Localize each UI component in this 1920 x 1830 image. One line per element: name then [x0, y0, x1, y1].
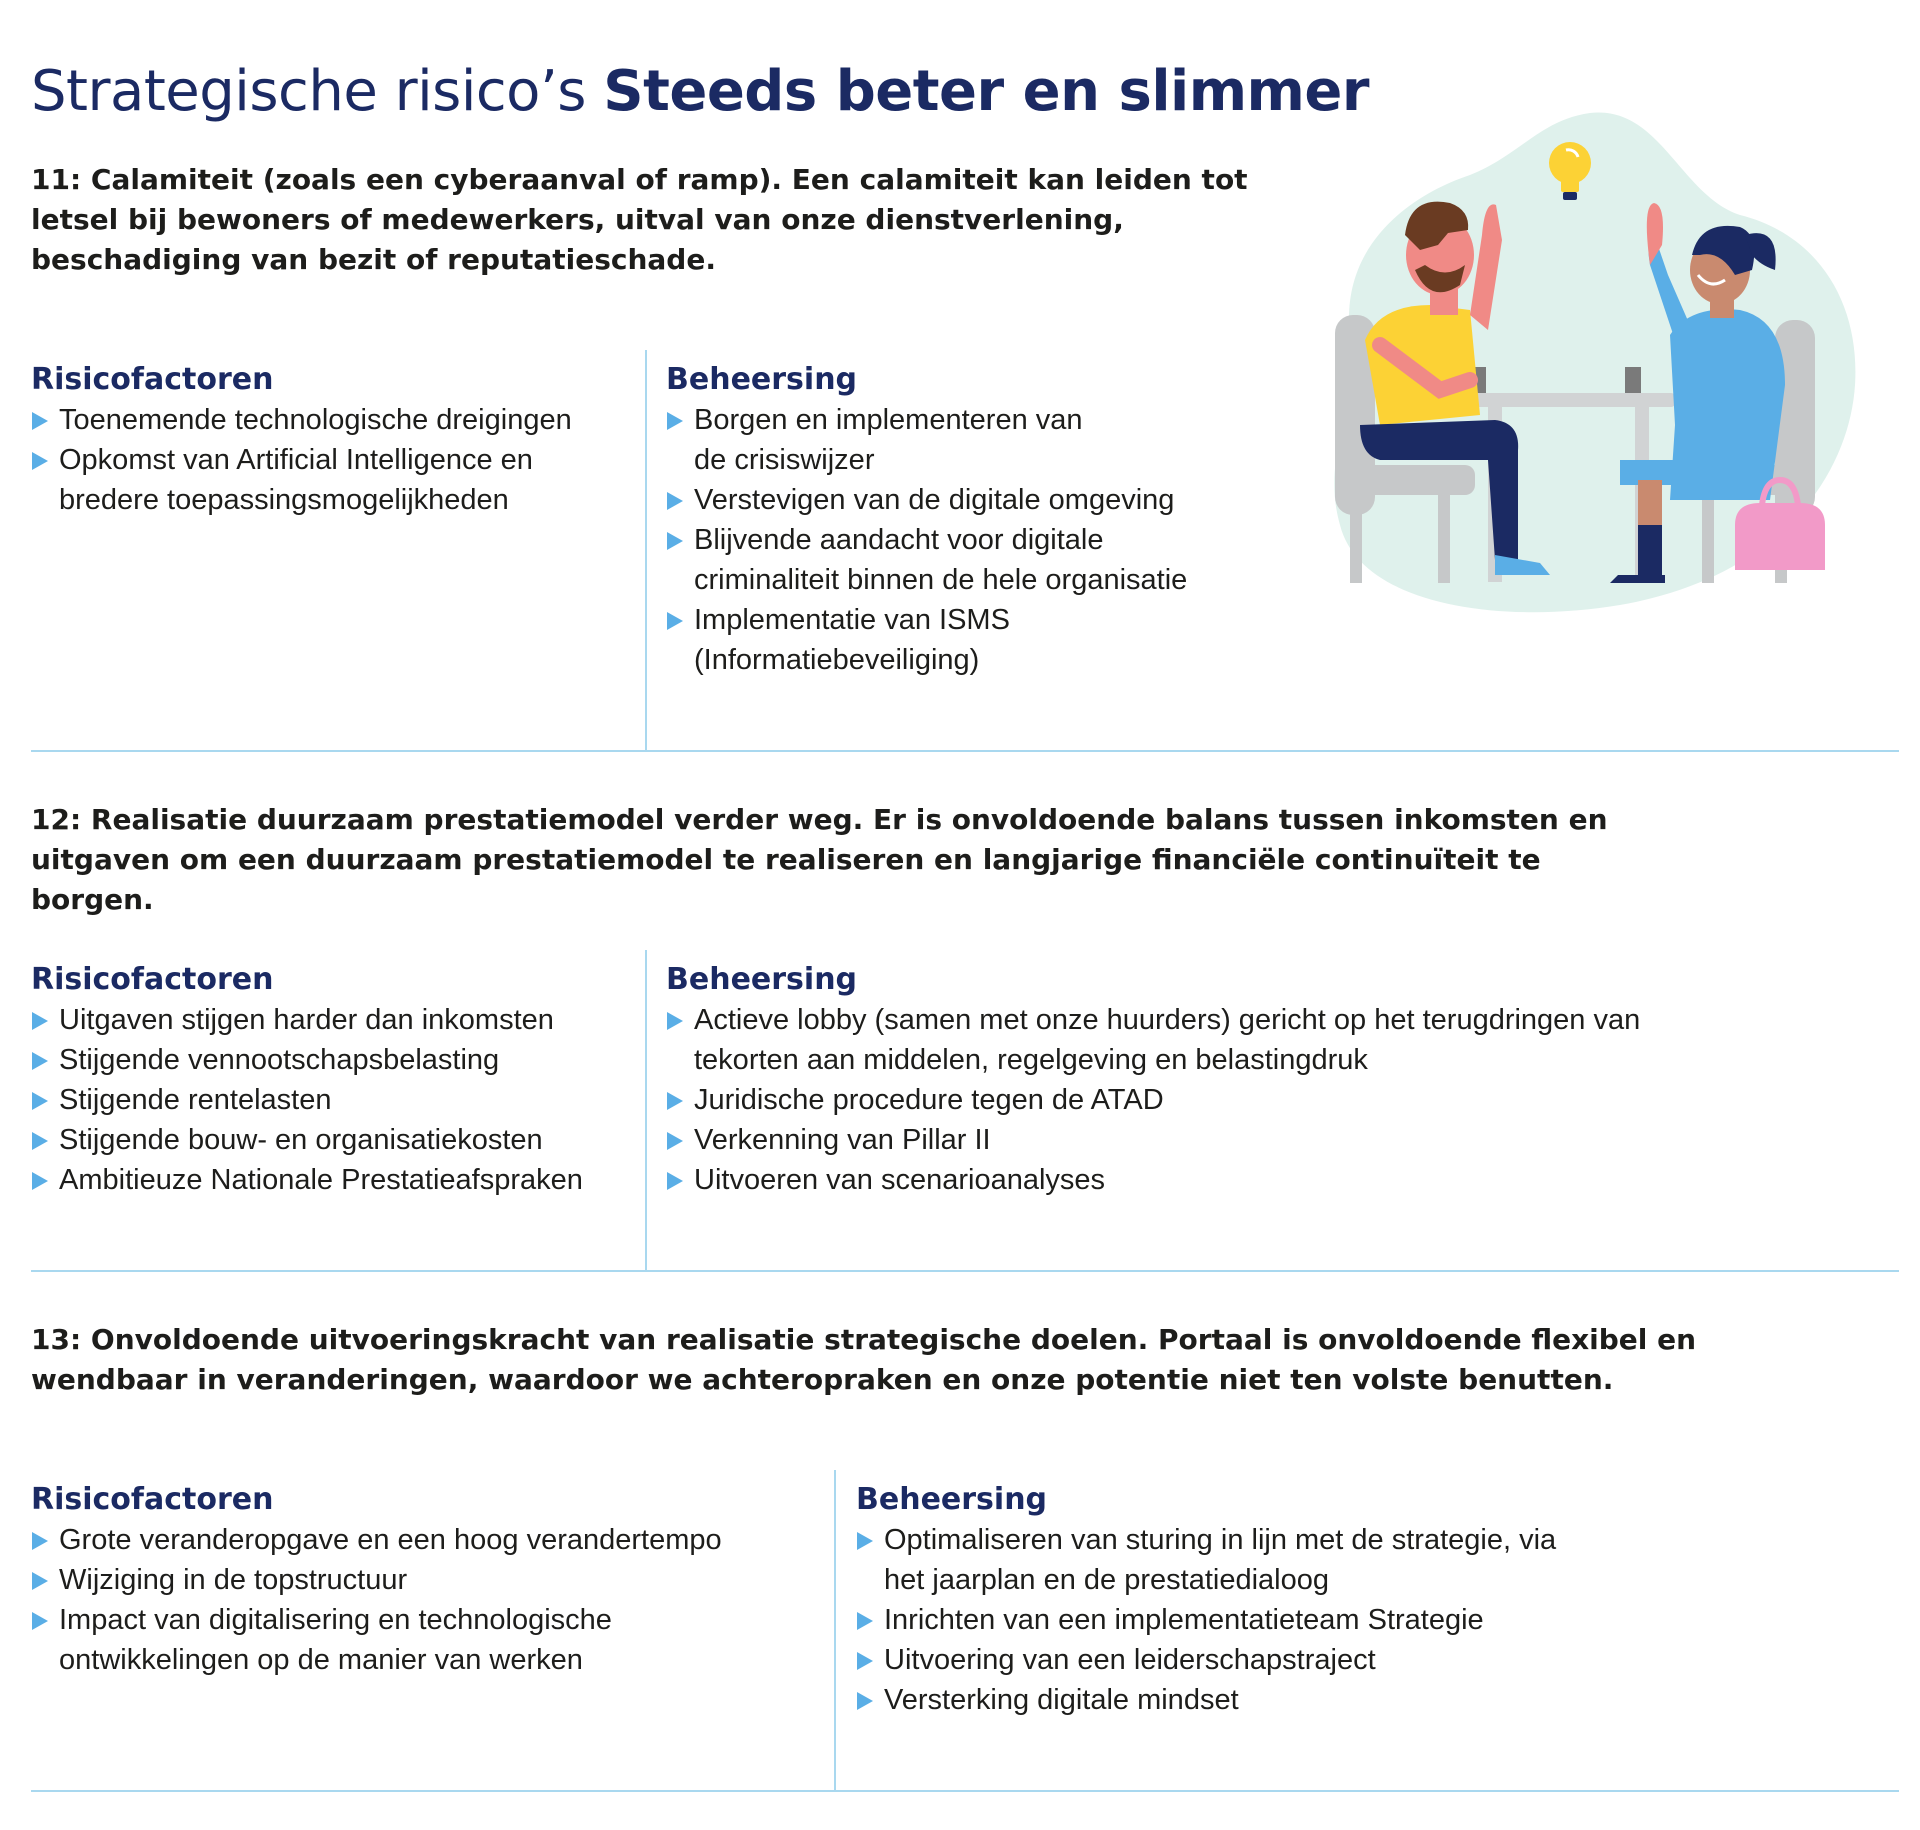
risk-12-factors-list	[31, 1000, 641, 1200]
triangle-bullet-icon	[32, 1572, 48, 1590]
column-divider	[645, 950, 647, 1270]
list-item: Verkenning van Pillar II	[666, 1120, 1666, 1160]
list-item: Impact van digitalisering en technologische ontwikkelingen op de manier van werken	[31, 1600, 811, 1680]
list-item: Ambitieuze Nationale Prestatieafspraken	[31, 1160, 641, 1200]
triangle-bullet-icon	[667, 532, 683, 550]
triangle-bullet-icon	[32, 1172, 48, 1190]
triangle-bullet-icon	[667, 1092, 683, 1110]
section-divider	[31, 1270, 1899, 1272]
list-item: Implementatie van ISMS (Informatiebeveiliging)	[666, 600, 1266, 680]
risk-11-control-heading: Beheersing	[666, 362, 858, 397]
triangle-bullet-icon	[857, 1532, 873, 1550]
high-five-illustration	[1320, 105, 1860, 625]
column-divider	[834, 1470, 836, 1790]
list-item: Grote veranderopgave en een hoog verandertempo	[31, 1520, 811, 1560]
triangle-bullet-icon	[667, 612, 683, 630]
risk-13-controls-list	[856, 1520, 1756, 1720]
list-item: Toenemende technologische dreigingen	[31, 400, 631, 440]
triangle-bullet-icon	[857, 1692, 873, 1710]
list-item: Stijgende vennootschapsbelasting	[31, 1040, 641, 1080]
list-item: Opkomst van Artificial Intelligence en bredere toepassingsmogelijkheden	[31, 440, 631, 520]
triangle-bullet-icon	[32, 1092, 48, 1110]
list-item: Stijgende bouw- en organisatiekosten	[31, 1120, 641, 1160]
triangle-bullet-icon	[32, 1132, 48, 1150]
list-item: Uitvoeren van scenarioanalyses	[666, 1160, 1666, 1200]
triangle-bullet-icon	[32, 1012, 48, 1030]
risk-11-factors-list	[31, 400, 631, 520]
triangle-bullet-icon	[32, 1612, 48, 1630]
triangle-bullet-icon	[32, 452, 48, 470]
list-item: Actieve lobby (samen met onze huurders) gericht op het terugdringen van tekorten aan middelen, regelgeving en belastingdruk	[666, 1000, 1666, 1080]
triangle-bullet-icon	[32, 1532, 48, 1550]
risk-12-controls-list	[666, 1000, 1666, 1200]
list-item: Stijgende rentelasten	[31, 1080, 641, 1120]
triangle-bullet-icon	[32, 412, 48, 430]
list-item: Versterking digitale mindset	[856, 1680, 1756, 1720]
list-item: Juridische procedure tegen de ATAD	[666, 1080, 1666, 1120]
risk-13-title: 13: Onvoldoende uitvoeringskracht van realisatie strategische doelen. Portaal is onvoldoende flexibel en wendbaar in veranderingen, waardoor we achteropraken en onze potentie niet ten volste benutten.	[31, 1323, 1697, 1396]
page-title	[31, 58, 1369, 126]
triangle-bullet-icon	[667, 412, 683, 430]
risk-12-control-heading: Beheersing	[666, 962, 858, 997]
list-item: Optimaliseren van sturing in lijn met de strategie, via het jaarplan en de prestatiedialoog	[856, 1520, 1756, 1600]
risk-12-title: 12: Realisatie duurzaam prestatiemodel verder weg. Er is onvoldoende balans tussen inkomsten en uitgaven om een duurzaam prestatiemodel te realiseren en langjarige financiële continuïteit te borgen.	[31, 803, 1608, 916]
triangle-bullet-icon	[32, 1052, 48, 1070]
list-item: Uitvoering van een leiderschapstraject	[856, 1640, 1756, 1680]
risk-13-control-heading: Beheersing	[856, 1482, 1048, 1517]
column-divider	[645, 350, 647, 750]
title-bold: Steeds beter en slimmer	[603, 59, 1370, 124]
list-item: Inrichten van een implementatieteam Strategie	[856, 1600, 1756, 1640]
triangle-bullet-icon	[857, 1652, 873, 1670]
section-divider	[31, 750, 1899, 752]
triangle-bullet-icon	[667, 1012, 683, 1030]
risk-13-factors-heading: Risicofactoren	[31, 1482, 274, 1517]
triangle-bullet-icon	[667, 1172, 683, 1190]
risk-11-factors-heading: Risicofactoren	[31, 362, 274, 397]
list-item: Blijvende aandacht voor digitale criminaliteit binnen de hele organisatie	[666, 520, 1266, 600]
triangle-bullet-icon	[857, 1612, 873, 1630]
triangle-bullet-icon	[667, 492, 683, 510]
risk-13-factors-list	[31, 1520, 811, 1680]
list-item: Uitgaven stijgen harder dan inkomsten	[31, 1000, 641, 1040]
triangle-bullet-icon	[667, 1132, 683, 1150]
risk-11-controls-list	[666, 400, 1266, 680]
risk-11-title: 11: Calamiteit (zoals een cyberaanval of ramp). Een calamiteit kan leiden tot letsel bij bewoners of medewerkers, uitval van onze dienstverlening, beschadiging van bezit of reputatieschade.	[31, 163, 1248, 276]
title-regular: Strategische risico’s	[31, 59, 586, 124]
list-item: Wijziging in de topstructuur	[31, 1560, 811, 1600]
list-item: Verstevigen van de digitale omgeving	[666, 480, 1266, 520]
risk-12-factors-heading: Risicofactoren	[31, 962, 274, 997]
section-divider	[31, 1790, 1899, 1792]
list-item: Borgen en implementeren van de crisiswijzer	[666, 400, 1266, 480]
